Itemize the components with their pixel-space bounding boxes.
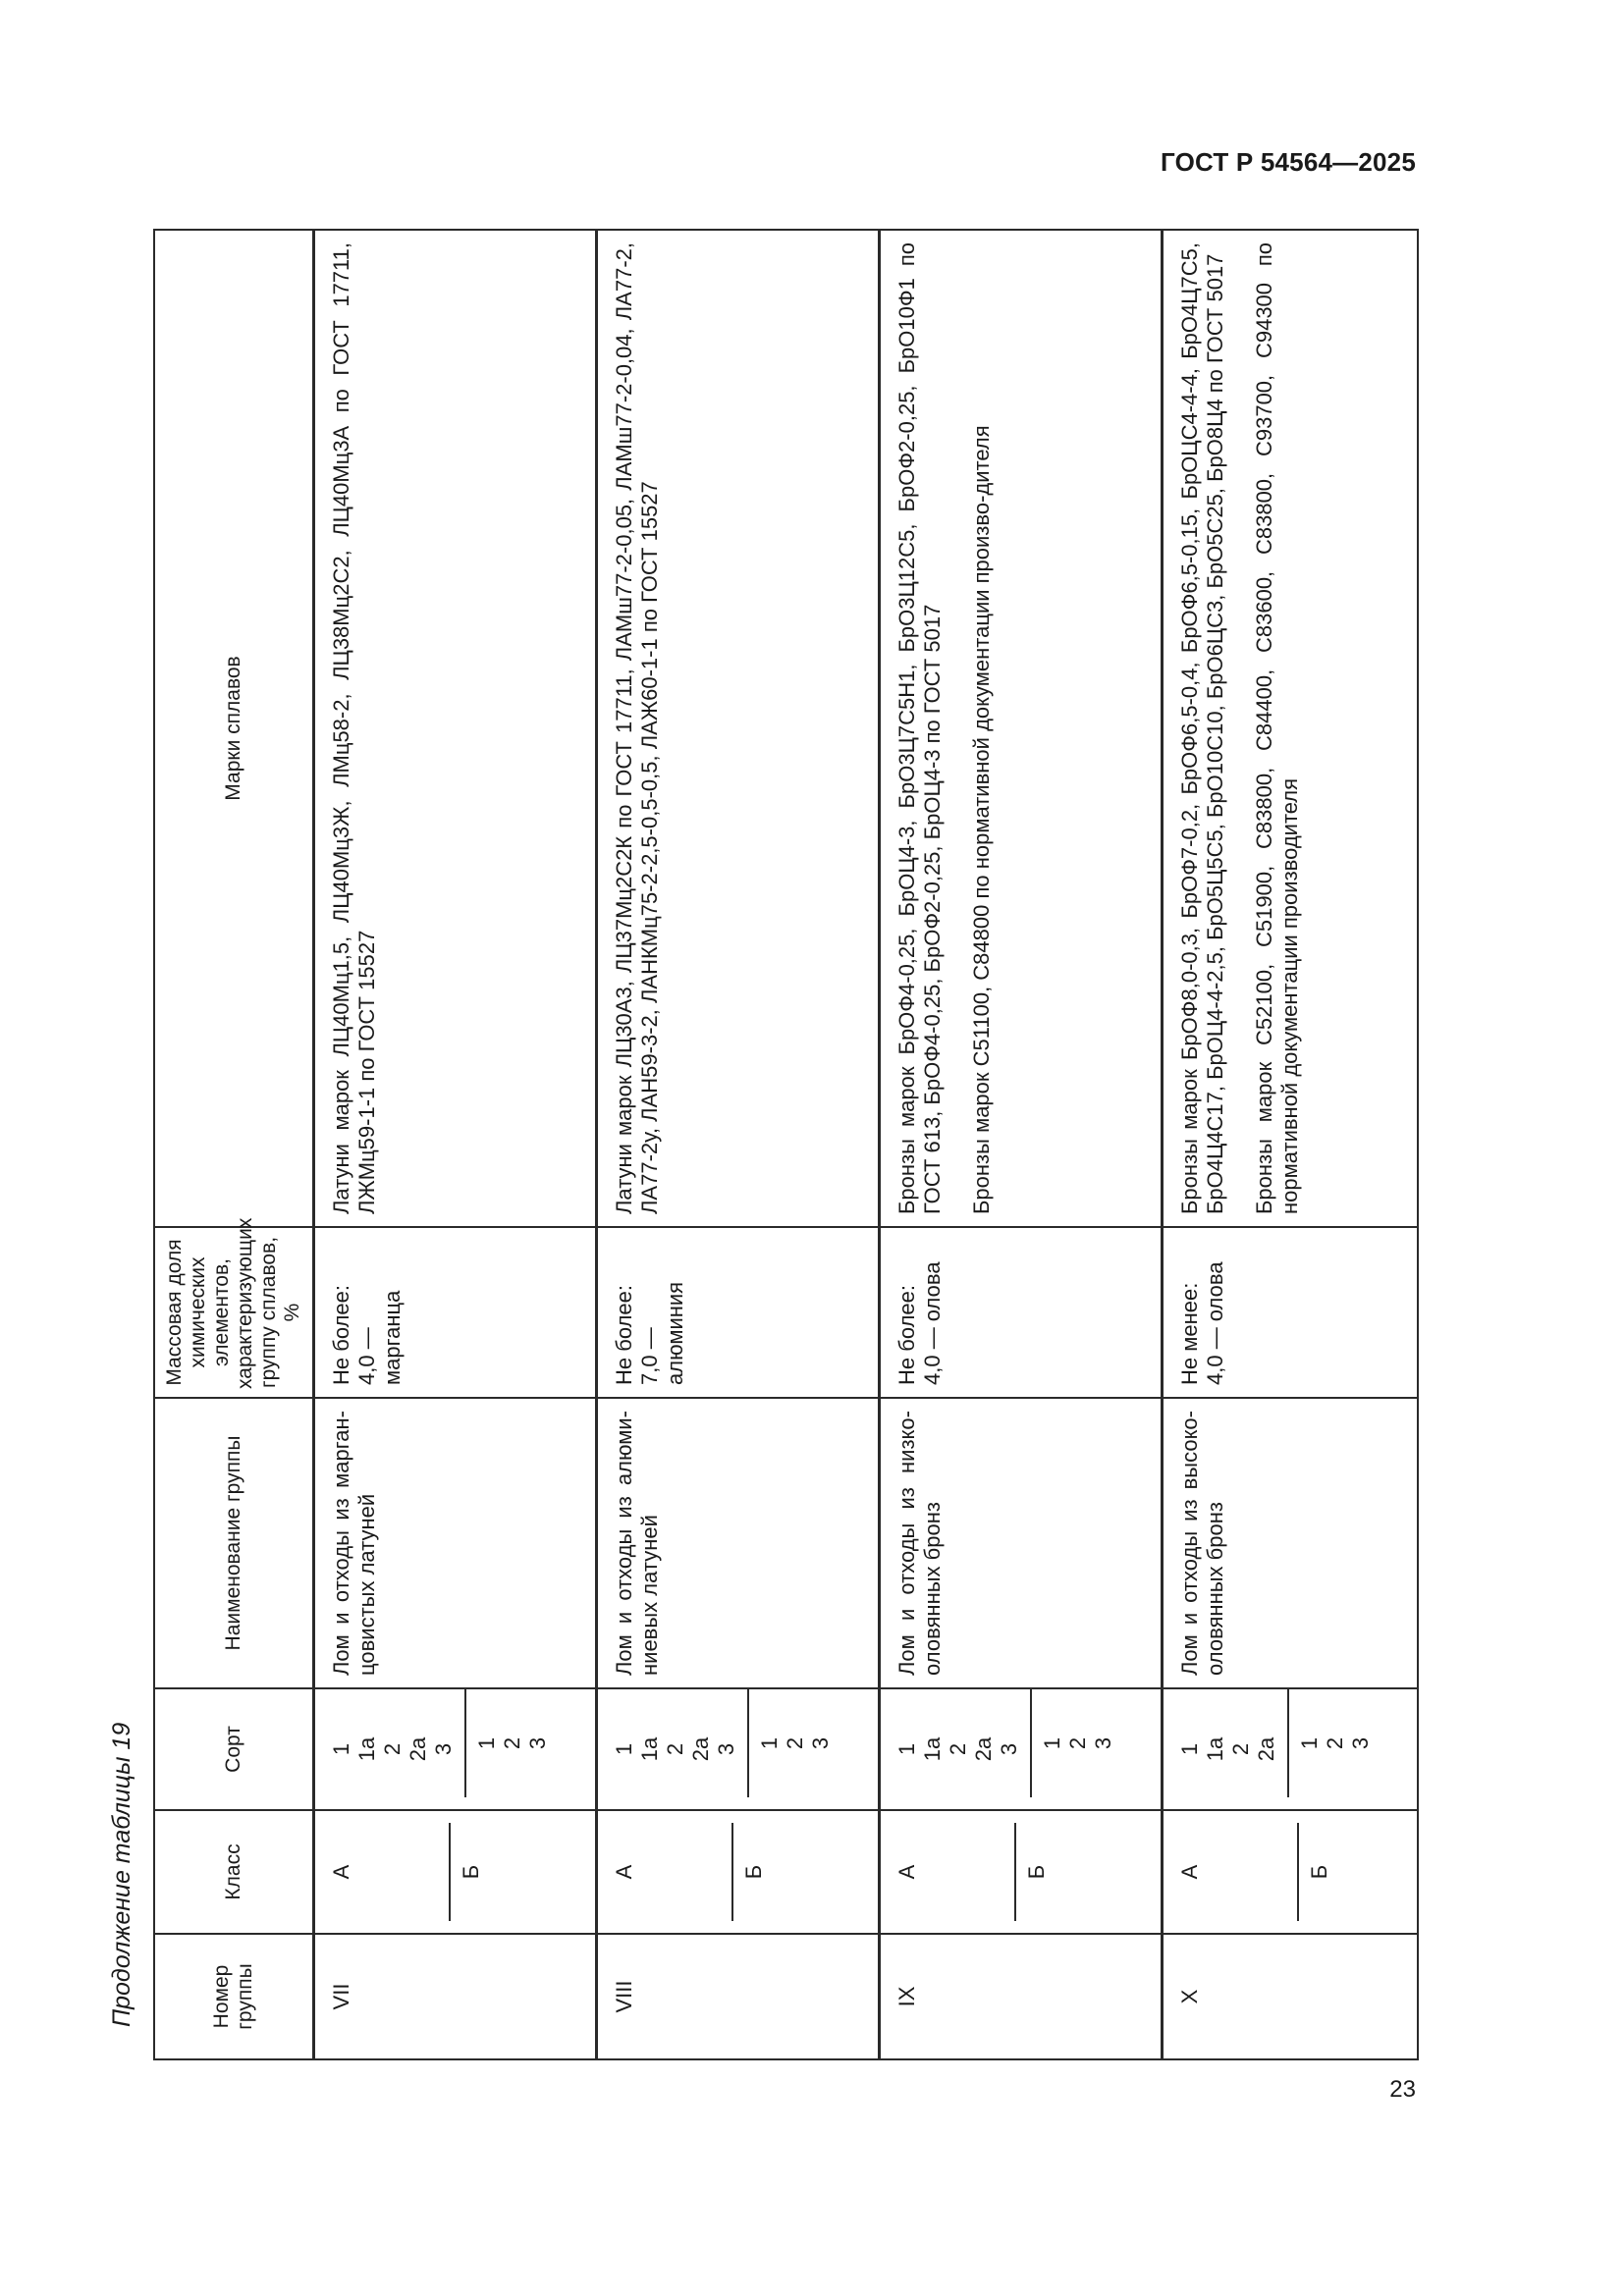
sort-a-value: 2а (688, 1736, 713, 1762)
class-b: Б (1297, 1823, 1332, 1921)
sort-list-b (1030, 1689, 1116, 1797)
cell-class (880, 1810, 1163, 1934)
cell-alloy-marks (314, 230, 597, 1227)
class-b: Б (731, 1823, 767, 1921)
cell-group-name: Лом и отходы из высоко-оловянных бронз (1163, 1398, 1418, 1688)
sort-list-b (747, 1689, 834, 1797)
sort-b-value: 2 (1323, 1736, 1347, 1750)
sort-b-value: 1 (474, 1736, 499, 1750)
sort-a-value: 2 (1228, 1742, 1253, 1756)
marks-text: Бронзы марок БрОФ4-0,25, БрОЦ4-3, БрО3Ц7С5Н1, БрО3Ц12С5, БрОФ2-0,25, БрО10Ф1 по ГОСТ 613, БрОФ4-0,25, БрОФ2-0,25, БрОЦ4-3 по ГОСТ 5017 (894, 242, 945, 1214)
sort-a-value: 1а (637, 1736, 662, 1762)
col-header-mass: Массовая доля химических элементов, характеризующих группу сплавов, % (154, 1227, 314, 1398)
sort-a-value: 1а (1203, 1736, 1227, 1762)
sort-a-value: 1 (1177, 1742, 1202, 1756)
standard-number: ГОСТ Р 54564—2025 (1161, 147, 1416, 177)
cell-alloy-marks (597, 230, 880, 1227)
sort-a-value: 3 (997, 1742, 1021, 1756)
sort-list-b (464, 1689, 551, 1797)
mass-value: 4,0 — олова (1203, 1261, 1227, 1385)
sort-a-value: 2а (1254, 1736, 1278, 1762)
marks-text: Латуни марок ЛЦ30А3, ЛЦ37Мц2С2К по ГОСТ 17711, ЛАМш77-2-0,05, ЛАМш77-2-0,04, ЛА77-2, ЛА77-2у, ЛАН59-3-2, ЛАНКМц75-2-2,5-0,5-0,5, ЛАЖ60-1-1 по ГОСТ 15527 (612, 242, 662, 1214)
table-row (597, 230, 880, 2059)
col-header-num: Номер группы (154, 1934, 314, 2059)
class-a: А (329, 1864, 353, 1880)
cell-group-name: Лом и отходы из марган-цовистых латуней (314, 1398, 597, 1688)
cell-sort (597, 1688, 880, 1810)
sort-a-value: 2а (406, 1736, 430, 1762)
table-row (314, 230, 597, 2059)
table-body (314, 230, 1418, 2059)
sort-b-value: 3 (525, 1736, 550, 1750)
cell-mass-fraction (880, 1227, 1163, 1398)
cell-group-name: Лом и отходы из алюми-ниевых латуней (597, 1398, 880, 1688)
class-b: Б (449, 1823, 484, 1921)
cell-mass-fraction (597, 1227, 880, 1398)
cell-group-number: IX (880, 1934, 1163, 2059)
sort-b-value: 1 (1297, 1736, 1322, 1750)
cell-group-number: X (1163, 1934, 1418, 2059)
sort-b-value: 1 (757, 1736, 782, 1750)
page-number: 23 (1389, 2076, 1416, 2103)
class-a: А (894, 1864, 919, 1880)
class-a: А (612, 1864, 636, 1880)
cell-sort (880, 1688, 1163, 1810)
mass-label: Не более: (894, 1284, 919, 1385)
table-row (880, 230, 1163, 2059)
sort-b-value: 3 (808, 1736, 833, 1750)
marks-text-2: Бронзы марок С52100, С51900, С83800, С84400, С83600, С83800, С93700, С94300 по нормативной документации производителя (1252, 242, 1302, 1214)
cell-sort (314, 1688, 597, 1810)
mass-value: 7,0 — алюминия (637, 1281, 687, 1385)
cell-sort (1163, 1688, 1418, 1810)
sort-b-value: 2 (500, 1736, 524, 1750)
rotated-table-container (108, 231, 1416, 2060)
cell-alloy-marks (1163, 230, 1418, 1227)
mass-value: 4,0 — марганца (354, 1290, 405, 1385)
sort-list-a (612, 1701, 739, 1797)
sort-a-value: 2 (380, 1742, 405, 1756)
sort-b-value: 1 (1040, 1736, 1064, 1750)
cell-mass-fraction (314, 1227, 597, 1398)
sort-b-value: 3 (1091, 1736, 1115, 1750)
class-a: А (1177, 1864, 1202, 1880)
class-b: Б (1014, 1823, 1050, 1921)
sort-a-value: 2а (971, 1736, 996, 1762)
col-header-marks: Марки сплавов (154, 230, 314, 1227)
cell-group-number: VII (314, 1934, 597, 2059)
cell-class (597, 1810, 880, 1934)
mass-label: Не менее: (1177, 1282, 1202, 1385)
cell-group-number: VIII (597, 1934, 880, 2059)
sort-a-value: 3 (431, 1742, 456, 1756)
marks-text-2: Бронзы марок С51100, С84800 по нормативной документации произво-дителя (969, 425, 994, 1214)
sort-b-value: 3 (1348, 1736, 1373, 1750)
col-header-class: Класс (154, 1810, 314, 1934)
sort-a-value: 2 (946, 1742, 970, 1756)
alloy-groups-table (153, 229, 1419, 2060)
col-header-sort: Сорт (154, 1688, 314, 1810)
sort-list-a (1177, 1701, 1279, 1797)
mass-label: Не более: (329, 1284, 353, 1385)
cell-class (1163, 1810, 1418, 1934)
table-row (1163, 230, 1418, 2059)
sort-list-a (329, 1701, 457, 1797)
sort-a-value: 1 (612, 1742, 636, 1756)
sort-a-value: 3 (714, 1742, 738, 1756)
sort-b-value: 2 (1065, 1736, 1090, 1750)
table-caption: Продолжение таблицы 19 (108, 1722, 135, 2027)
sort-b-value: 2 (783, 1736, 807, 1750)
cell-mass-fraction (1163, 1227, 1418, 1398)
marks-text: Бронзы марок БрОФ8,0-0,3, БрОФ7-0,2, БрОФ6,5-0,4, БрОФ6,5-0,15, БрОЦС4-4-4, БрО4Ц7С5, БрО4Ц4С17, БрОЦ4-4-2,5, БрО5Ц5С5, БрО10С10, БрО6ЦС3, БрО5С25, БрО8Ц4 по ГОСТ 5017 (1177, 242, 1227, 1214)
mass-label: Не более: (612, 1284, 636, 1385)
sort-a-value: 2 (663, 1742, 687, 1756)
sort-a-value: 1 (329, 1742, 353, 1756)
cell-alloy-marks (880, 230, 1163, 1227)
mass-value: 4,0 — олова (920, 1261, 945, 1385)
sort-list-b (1287, 1689, 1374, 1797)
cell-group-name: Лом и отходы из низко-оловянных бронз (880, 1398, 1163, 1688)
table-header-row (154, 230, 314, 2059)
marks-text: Латуни марок ЛЦ40Мц1,5, ЛЦ40Мц3Ж, ЛМц58-2, ЛЦ38Мц2С2, ЛЦ40Мц3А по ГОСТ 17711, ЛЖМц59-1-1 по ГОСТ 15527 (329, 242, 379, 1214)
sort-a-value: 1а (920, 1736, 945, 1762)
sort-a-value: 1а (354, 1736, 379, 1762)
sort-list-a (894, 1701, 1022, 1797)
cell-class (314, 1810, 597, 1934)
col-header-name: Наименование группы (154, 1398, 314, 1688)
sort-a-value: 1 (894, 1742, 919, 1756)
